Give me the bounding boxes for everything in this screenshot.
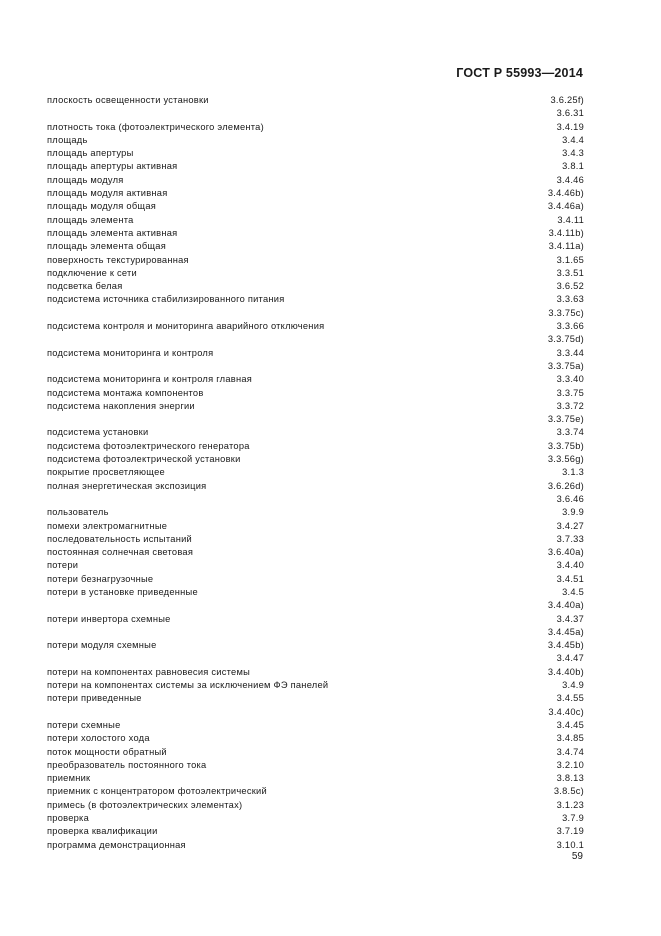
index-entry	[47, 666, 584, 679]
index-term: подсистема фотоэлектрической установки	[47, 454, 241, 465]
index-term: поток мощности обратный	[47, 746, 167, 757]
index-reference: 3.3.72	[556, 400, 584, 411]
index-entry	[47, 692, 584, 705]
index-entry	[47, 573, 584, 586]
index-entry	[47, 333, 584, 346]
index-term: площадь элемента	[47, 214, 134, 225]
index-reference: 3.4.55	[556, 693, 584, 704]
index-reference: 3.1.23	[556, 799, 584, 810]
index-term: потери инвертора схемные	[47, 613, 171, 624]
index-entry	[47, 254, 584, 267]
index-reference: 3.10.1	[556, 839, 584, 850]
index-entry	[47, 626, 584, 639]
index-entry	[47, 373, 584, 386]
index-term: плоскость освещенности установки	[47, 95, 209, 105]
index-term: потери на компонентах системы за исключением ФЭ панелей	[47, 680, 329, 691]
index-term: покрытие просветляющее	[47, 467, 165, 478]
index-entry	[47, 719, 584, 732]
index-reference: 3.4.40b)	[547, 666, 584, 677]
index-term: полная энергетическая экспозиция	[47, 480, 207, 491]
index-reference: 3.4.4	[562, 134, 584, 145]
index-entry	[47, 559, 584, 572]
index-reference: 3.6.52	[556, 281, 584, 292]
index-entry	[47, 200, 584, 213]
index-reference: 3.4.51	[556, 573, 584, 584]
index-entry	[47, 453, 584, 466]
index-reference: 3.4.40a)	[547, 600, 584, 611]
index-entry	[47, 174, 584, 187]
index-term: подсистема мониторинга и контроля	[47, 347, 214, 358]
index-reference: 3.4.3	[562, 148, 584, 159]
index-entry	[47, 785, 584, 798]
index-reference: 3.4.45a)	[547, 626, 584, 637]
index-entry	[47, 706, 584, 719]
index-entry	[47, 121, 584, 134]
index-term: проверка квалификации	[47, 826, 158, 837]
document-standard-header: ГОСТ Р 55993—2014	[456, 66, 583, 80]
index-reference: 3.4.47	[556, 653, 584, 664]
index-entry	[47, 493, 584, 506]
index-entry	[47, 759, 584, 772]
index-reference: 3.3.51	[556, 267, 584, 278]
index-term: площадь апертуры	[47, 148, 134, 159]
index-entry	[47, 293, 584, 306]
index-term: преобразователь постоянного тока	[47, 759, 207, 770]
index-reference: 3.1.65	[556, 254, 584, 265]
index-reference: 3.9.9	[562, 507, 584, 518]
index-reference: 3.3.75d)	[547, 334, 584, 345]
index-term: потери приведенные	[47, 693, 142, 704]
index-reference: 3.6.26d)	[547, 480, 584, 491]
index-reference: 3.4.11	[557, 214, 584, 225]
index-entry	[47, 426, 584, 439]
index-entry	[47, 440, 584, 453]
index-term: подсистема монтажа компонентов	[47, 387, 204, 398]
index-reference: 3.3.75	[556, 387, 584, 398]
index-reference: 3.6.46	[556, 493, 584, 504]
index-entry	[47, 825, 584, 838]
index-term: последовательность испытаний	[47, 533, 192, 544]
index-entry	[47, 280, 584, 293]
index-reference: 3.1.3	[562, 467, 584, 478]
index-term: постоянная солнечная световая	[47, 547, 194, 558]
index-entry	[47, 387, 584, 400]
index-entry	[47, 732, 584, 745]
index-term: проверка	[47, 813, 89, 824]
index-entry	[47, 347, 584, 360]
index-reference: 3.4.27	[556, 520, 584, 531]
index-reference: 3.8.13	[556, 773, 584, 784]
index-reference: 3.4.45	[556, 719, 584, 730]
index-term: подсистема установки	[47, 427, 149, 438]
index-term: подсистема фотоэлектрического генератора	[47, 440, 250, 451]
index-reference: 3.3.66	[556, 321, 584, 332]
index-entry	[47, 413, 584, 426]
index-reference: 3.4.11b)	[548, 227, 584, 238]
index-term: площадь	[47, 134, 88, 145]
index-term: подсистема накопления энергии	[47, 400, 195, 411]
index-term: площадь элемента активная	[47, 227, 178, 238]
index-entry	[47, 586, 584, 599]
index-reference: 3.7.19	[556, 826, 584, 837]
index-entry	[47, 520, 584, 533]
index-reference: 3.4.11a)	[548, 241, 584, 252]
index-term: потери безнагрузочные	[47, 573, 154, 584]
index-term: потери	[47, 560, 79, 571]
index-term: площадь модуля общая	[47, 201, 157, 212]
index-term: площадь модуля	[47, 174, 124, 185]
index-entry	[47, 307, 584, 320]
index-entry	[47, 812, 584, 825]
index-entry	[47, 546, 584, 559]
index-reference: 3.3.74	[556, 427, 584, 438]
index-entry	[47, 107, 584, 120]
index-entry	[47, 267, 584, 280]
index-term: помехи электромагнитные	[47, 520, 168, 531]
term-index-list	[47, 94, 584, 852]
index-term: подсистема источника стабилизированного питания	[47, 294, 285, 305]
index-reference: 3.3.75c)	[548, 307, 584, 318]
index-reference: 3.4.40c)	[548, 706, 584, 717]
index-entry	[47, 227, 584, 240]
index-term: подсветка белая	[47, 281, 123, 292]
index-term: поверхность текстурированная	[47, 254, 189, 265]
index-entry	[47, 746, 584, 759]
index-term: плотность тока (фотоэлектрического элемента)	[47, 121, 264, 132]
index-reference: 3.4.9	[562, 680, 584, 691]
index-reference: 3.4.46b)	[547, 188, 584, 199]
index-reference: 3.3.75a)	[547, 360, 584, 371]
index-term: потери холостого хода	[47, 733, 150, 744]
index-reference: 3.3.44	[556, 347, 584, 358]
index-reference: 3.3.75b)	[547, 440, 584, 451]
index-entry	[47, 506, 584, 519]
index-reference: 3.4.46a)	[547, 201, 584, 212]
index-reference: 3.7.33	[556, 533, 584, 544]
index-entry	[47, 533, 584, 546]
index-term: приемник	[47, 773, 91, 784]
index-entry	[47, 679, 584, 692]
index-term: приемник с концентратором фотоэлектрический	[47, 786, 267, 797]
index-term: потери в установке приведенные	[47, 586, 198, 597]
index-entry	[47, 652, 584, 665]
index-entry	[47, 94, 584, 107]
index-term: примесь (в фотоэлектрических элементах)	[47, 799, 243, 810]
index-entry	[47, 320, 584, 333]
index-entry	[47, 799, 584, 812]
index-reference: 3.4.37	[556, 613, 584, 624]
index-entry	[47, 599, 584, 612]
index-term: подсистема контроля и мониторинга аварийного отключения	[47, 321, 325, 332]
index-reference: 3.4.85	[556, 733, 584, 744]
index-term: площадь апертуры активная	[47, 161, 178, 172]
index-reference: 3.4.45b)	[547, 640, 584, 651]
index-reference: 3.2.10	[556, 759, 584, 770]
index-reference: 3.8.1	[562, 161, 584, 172]
index-term: подключение к сети	[47, 267, 137, 278]
index-entry	[47, 187, 584, 200]
index-term: программа демонстрационная	[47, 839, 186, 850]
index-entry	[47, 480, 584, 493]
index-reference: 3.6.40a)	[547, 547, 584, 558]
page-number: 59	[571, 851, 583, 862]
index-term: пользователь	[47, 507, 109, 518]
index-entry	[47, 360, 584, 373]
index-reference: 3.4.19	[556, 121, 584, 132]
index-term: площадь модуля активная	[47, 188, 168, 199]
index-reference: 3.6.25f)	[550, 95, 584, 105]
index-reference: 3.6.31	[556, 108, 584, 119]
index-reference: 3.4.40	[556, 560, 584, 571]
index-entry	[47, 639, 584, 652]
index-reference: 3.3.63	[556, 294, 584, 305]
index-reference: 3.3.40	[556, 374, 584, 385]
index-reference: 3.4.5	[562, 586, 584, 597]
index-entry	[47, 147, 584, 160]
index-entry	[47, 772, 584, 785]
index-term: подсистема мониторинга и контроля главная	[47, 374, 253, 385]
index-entry	[47, 466, 584, 479]
index-reference: 3.4.74	[556, 746, 584, 757]
index-entry	[47, 839, 584, 852]
index-entry	[47, 240, 584, 253]
index-entry	[47, 134, 584, 147]
index-reference: 3.7.9	[562, 813, 584, 824]
index-term: потери на компонентах равновесия системы	[47, 666, 251, 677]
index-term: площадь элемента общая	[47, 241, 166, 252]
index-reference: 3.3.75e)	[547, 414, 584, 425]
index-term: потери модуля схемные	[47, 640, 157, 651]
index-entry	[47, 214, 584, 227]
index-reference: 3.4.46	[556, 174, 584, 185]
index-entry	[47, 613, 584, 626]
index-reference: 3.8.5c)	[553, 786, 584, 797]
index-entry	[47, 400, 584, 413]
index-term: потери схемные	[47, 719, 121, 730]
index-reference: 3.3.56g)	[547, 454, 584, 465]
index-entry	[47, 160, 584, 173]
